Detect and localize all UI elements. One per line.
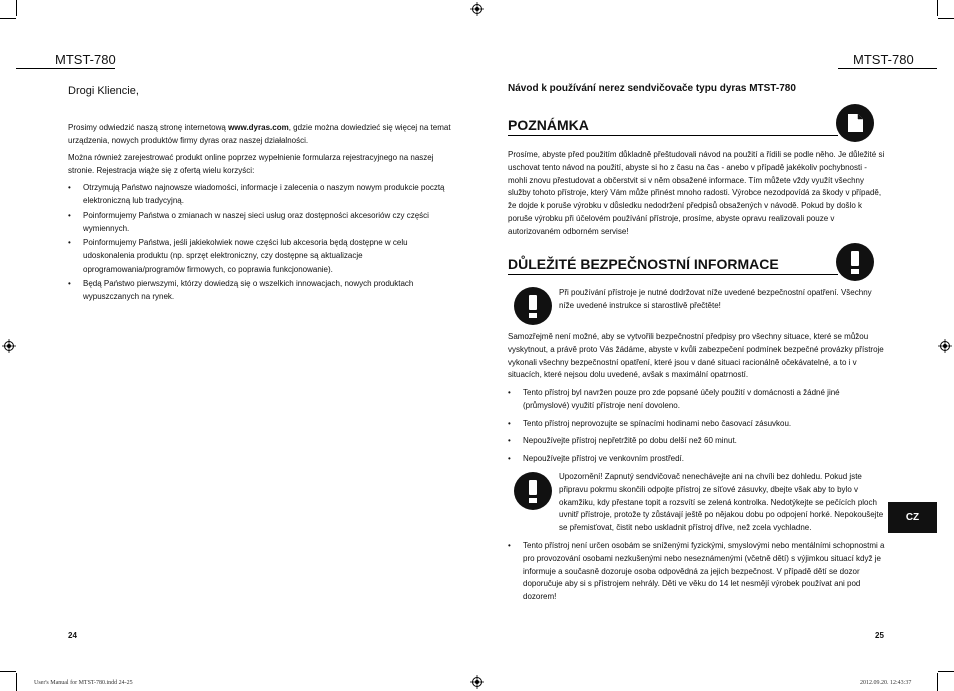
footer-timestamp: 2012.09.20. 12:43:37 <box>860 680 912 686</box>
warning-paragraph: Upozornění! Zapnutý sendvičovač nenechávejte ani na chvíli bez dohledu. Pokud jste připravu pokrmu skončili odpojte přístroj ze síťové zásuvky, dbejte však aby to bylo v okamžiku, kdy přestane topit a rozsvítí se zelená kontrolka. Nedotýkejte se pečících ploch uvnitř přístroje, protože ty zůstávají ještě po nějakou dobu po odpojení horké. Nepokoušejte se přemisťovat, čistit nebo uskladnit přístroj dříve, než zcela vychladne. <box>559 472 884 533</box>
crop-mark <box>0 18 16 19</box>
list-item: • Otrzymują Państwo najnowsze wiadomości, informacje i zalecenia o naszym nowym produkcie pocztą elektroniczną lub tradycyjną. <box>68 181 453 208</box>
model-label-right: MTST-780 <box>853 52 914 67</box>
list-item: • Poinformujemy Państwa o zmianach w naszej sieci usług oraz dostępności akcesoriów czy części wymiennych. <box>68 209 453 236</box>
language-tab: CZ <box>888 502 937 533</box>
greeting: Drogi Kliencie, <box>68 85 139 97</box>
website-link[interactable]: www.dyras.com <box>228 123 289 132</box>
safety-paragraph: Samozřejmě není možné, aby se vytvořili bezpečnostní předpisy pro všechny situace, které se můžou vyskytnout, a právě proto Vás žádáme, abyste v kvůli zabezpečení podmínek bezpečné provázky přístroje vykonali všechny bezpečnostní opatření, které jsou v dané situaci racionálně očekávatelné, a to i v situacích, které nejsou dolu uvedené, avšak s maximální opatrností. <box>508 332 884 380</box>
list-item: • Tento přístroj není určen osobám se sníženými fyzickými, smyslovými nebo mentálními schopnostmi a pro provozování osobami nezkušenými nebo neseznámenými (včetně dětí) s výjimkou situací když je informuje a současně dozoruje osoba odpovědná za jejich bezpečnost. V případě dětí se dozor doporučuje aby si s přístrojem nehrály. Děti ve věku do 14 let nesmějí výrobek používat ani pod dozorem! <box>508 540 886 604</box>
intro-paragraph <box>68 121 453 148</box>
document-icon <box>836 104 874 142</box>
safety-rule <box>508 274 838 275</box>
list-item: • Tento přístroj byl navržen pouze pro zde popsané účely použití v domácnosti a žádné jiné (průmyslové) využití přístroje není dovoleno. <box>508 387 886 413</box>
intro-text-post: , gdzie można dowiedzieć się więcej na temat urządzenia, nowych produktów firmy dyras oraz naszej działalności. <box>68 123 451 146</box>
safety-list <box>508 387 886 466</box>
safety-list-continued <box>508 540 886 604</box>
note-paragraph: Prosíme, abyste před použitím důkladně přeštudovali návod na použití a řídili se podle něho. Je důležité si uschovat tento návod na použití, abyste si ho z času na čas - anebo v případě jakékoliv pochybnosti - mohli znovu přestudovat a občerstvit si v něm obsažené informace. Tím můžete vždy využít všechny služby tohoto přístroje, který Vám může přinést mnoho radosti. Výrobce nezodpovídá za škody v případě, že dojde k poruše výrobku v důsledku nedodržení předpisů obsažených v návodě. Pokud by došlo k poruše výrobku při účelovém používání přístroje, prosíme, abyste opravu realizovali pouze v autorizovaném odborném servise! <box>508 150 885 236</box>
registration-mark-icon <box>2 339 16 353</box>
list-item: • Tento přístroj neprovozujte se spínacími hodinami nebo časovací zásuvkou. <box>508 418 886 431</box>
registration-paragraph: Można również zarejestrować produkt online poprzez wypełnienie formularza rejestracyjnego na naszej stronie. Rejestracja wiąże się z ofertą wielu korzyści: <box>68 153 434 176</box>
header-rule-left <box>16 68 115 69</box>
safety-title: DŮLEŽITÉ BEZPEČNOSTNÍ INFORMACE <box>508 256 779 272</box>
page-number-left: 24 <box>68 631 77 640</box>
note-title: POZNÁMKA <box>508 117 589 133</box>
list-item: • Nepoužívejte přístroj ve venkovním prostředí. <box>508 453 886 466</box>
crop-mark <box>938 671 954 672</box>
list-item: • Nepoužívejte přístroj nepřetržitě po dobu delší než 60 minut. <box>508 435 886 448</box>
model-label-left: MTST-780 <box>55 52 116 67</box>
crop-mark <box>938 18 954 19</box>
crop-mark <box>16 0 17 16</box>
crop-mark <box>937 673 938 691</box>
registration-mark-icon <box>470 2 484 16</box>
page-number-right: 25 <box>875 631 884 640</box>
crop-mark <box>16 673 17 691</box>
list-item: • Poinformujemy Państwa, jeśli jakiekolwiek nowe części lub akcesoria będą dostępne w celu udoskonalenia produktu (np. sprzęt elektroniczny, czy dostępne są aktualizacje oprogramowania/programów firmowych, co poprawia funkcjonowanie). <box>68 236 453 276</box>
safety-intro: Při používání přístroje je nutné dodržovat níže uvedené bezpečnostní opatření. Všechny níže uvedené instrukce si starostlivě přečtěte! <box>559 288 872 310</box>
crop-mark <box>937 0 938 16</box>
registration-mark-icon <box>470 675 484 689</box>
crop-mark <box>0 671 16 672</box>
registration-mark-icon <box>938 339 952 353</box>
benefits-list <box>68 181 453 304</box>
exclamation-icon <box>514 472 552 510</box>
note-rule <box>508 135 838 136</box>
list-item: • Będą Państwo pierwszymi, którzy dowiedzą się o wszelkich innowacjach, nowych produktach wypuszczanych na rynek. <box>68 277 453 304</box>
exclamation-icon <box>514 287 552 325</box>
footer-file-name: User's Manual for MTST-780.indd 24-25 <box>34 680 133 686</box>
intro-text-pre: Prosimy odwiedzić naszą stronę internetową <box>68 123 229 132</box>
manual-title: Návod k používání nerez sendvičovače typu dyras MTST-780 <box>508 83 796 94</box>
exclamation-icon <box>836 243 874 281</box>
header-rule-right <box>838 68 937 69</box>
